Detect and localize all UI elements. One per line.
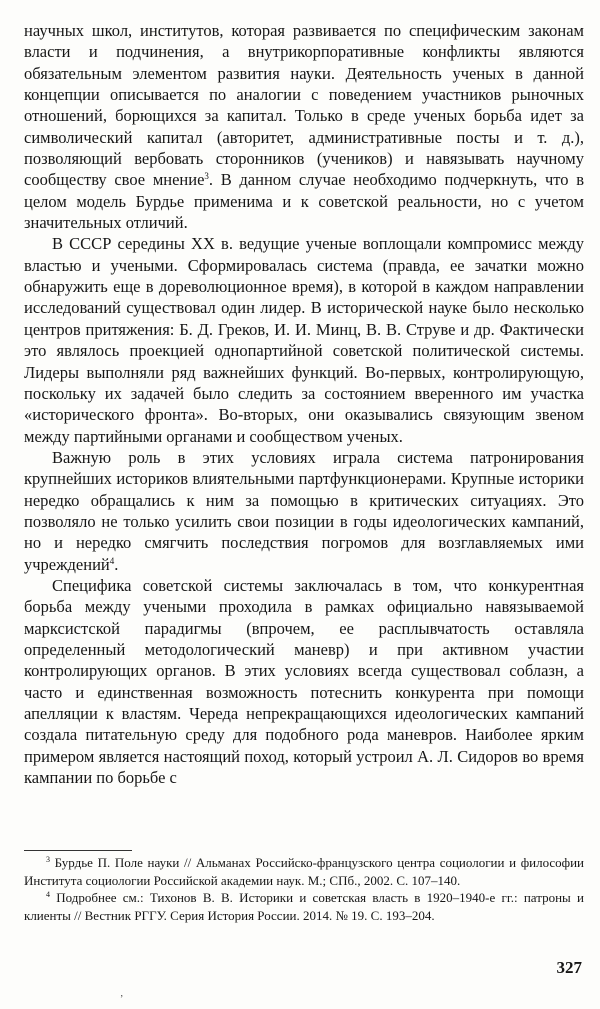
footnote-number: 3 xyxy=(46,855,50,864)
footnote-3: $^3$ Бурдье П. Поле науки // Альманах Российско-французского центра социологии и философии Института социологии Российской академии наук. М.; СПб., 2002. С. 107–140. xyxy=(24,855,584,888)
paragraph-3: Важную роль в этих условиях играла система патронирования крупнейших историков влиятельными партфункционерами. Крупные историки нередко обращались к ним за помощью в критических ситуациях. Это позволяло не только усилить свои позиции в годы идеологических кампаний, но и нередко смягчить последствия погромов для возглавляемых ими учреждений$^4$. xyxy=(24,447,584,574)
footnote-4: $^4$ Подробнее см.: Тихонов В. В. Историки и советская власть в 1920–1940-е гг.: патроны и клиенты // Вестник РГГУ. Серия История России. 2014. № 19. С. 193–204. xyxy=(24,890,584,923)
page-number: 327 xyxy=(556,958,582,977)
paragraph-1: научных школ, институтов, которая развивается по специфическим законам власти и подчинения, а внутрикорпоративные конфликты являются обязательным элементом развития науки. Деятельность ученых в данной концепции описывается по аналогии с поведением участников рыночных отношений, борющихся за капитал. Только в среде ученых борьба идет за символический капитал (авторитет, административные посты и т. д.), позволяющий вербовать сторонников (учеников) и навязывать научному сообществу свое мнение$^3$. В данном случае необходимо подчеркнуть, что в целом модель Бурдье применима и к советской реальности, но с учетом значительных отличий. xyxy=(24,21,584,233)
footnotes xyxy=(24,854,584,924)
footnote-divider xyxy=(24,850,132,851)
footnote-ref-4[interactable]: 4 xyxy=(109,555,115,566)
stray-mark: ’ xyxy=(120,994,124,1005)
main-text xyxy=(24,20,584,788)
paragraph-2: В СССР середины XX в. ведущие ученые воплощали компромисс между властью и учеными. Сформировалась система (правда, ее зачатки можно обнаружить еще в дореволюционное время), в которой в каждом направлении исследований существовал один лидер. В исторической науке было несколько центров притяжения: Б. Д. Греков, И. И. Минц, В. В. Струве и др. Фактически это являлось проекцией однопартийной советской политической системы. Лидеры выполняли ряд важнейших функций. Во-первых, контролирующую, поскольку их задачей было следить за состоянием вверенного им участка «исторического фронта». Во-вторых, они оказывались связующим звеном между партийными органами и сообществом ученых. xyxy=(24,234,584,446)
paragraph-4: Специфика советской системы заключалась в том, что конкурентная борьба между учеными проходила в рамках официально навязываемой марксистской парадигмы (впрочем, ее расплывчатость оставляла определенный методологический маневр) и при активном участии контролирующих органов. В этих условиях всегда существовал соблазн, а часто и единственная возможность потеснить конкурента при помощи апелляции к властям. Череда непрекращающихся идеологических кампаний создала питательную среду для подобного рода маневров. Наиболее ярким примером является настоящий поход, который устроил А. Л. Сидоров во время кампании по борьбе с xyxy=(24,575,584,788)
footnote-ref-3[interactable]: 3 xyxy=(204,171,209,182)
footnote-number: 4 xyxy=(46,890,50,900)
